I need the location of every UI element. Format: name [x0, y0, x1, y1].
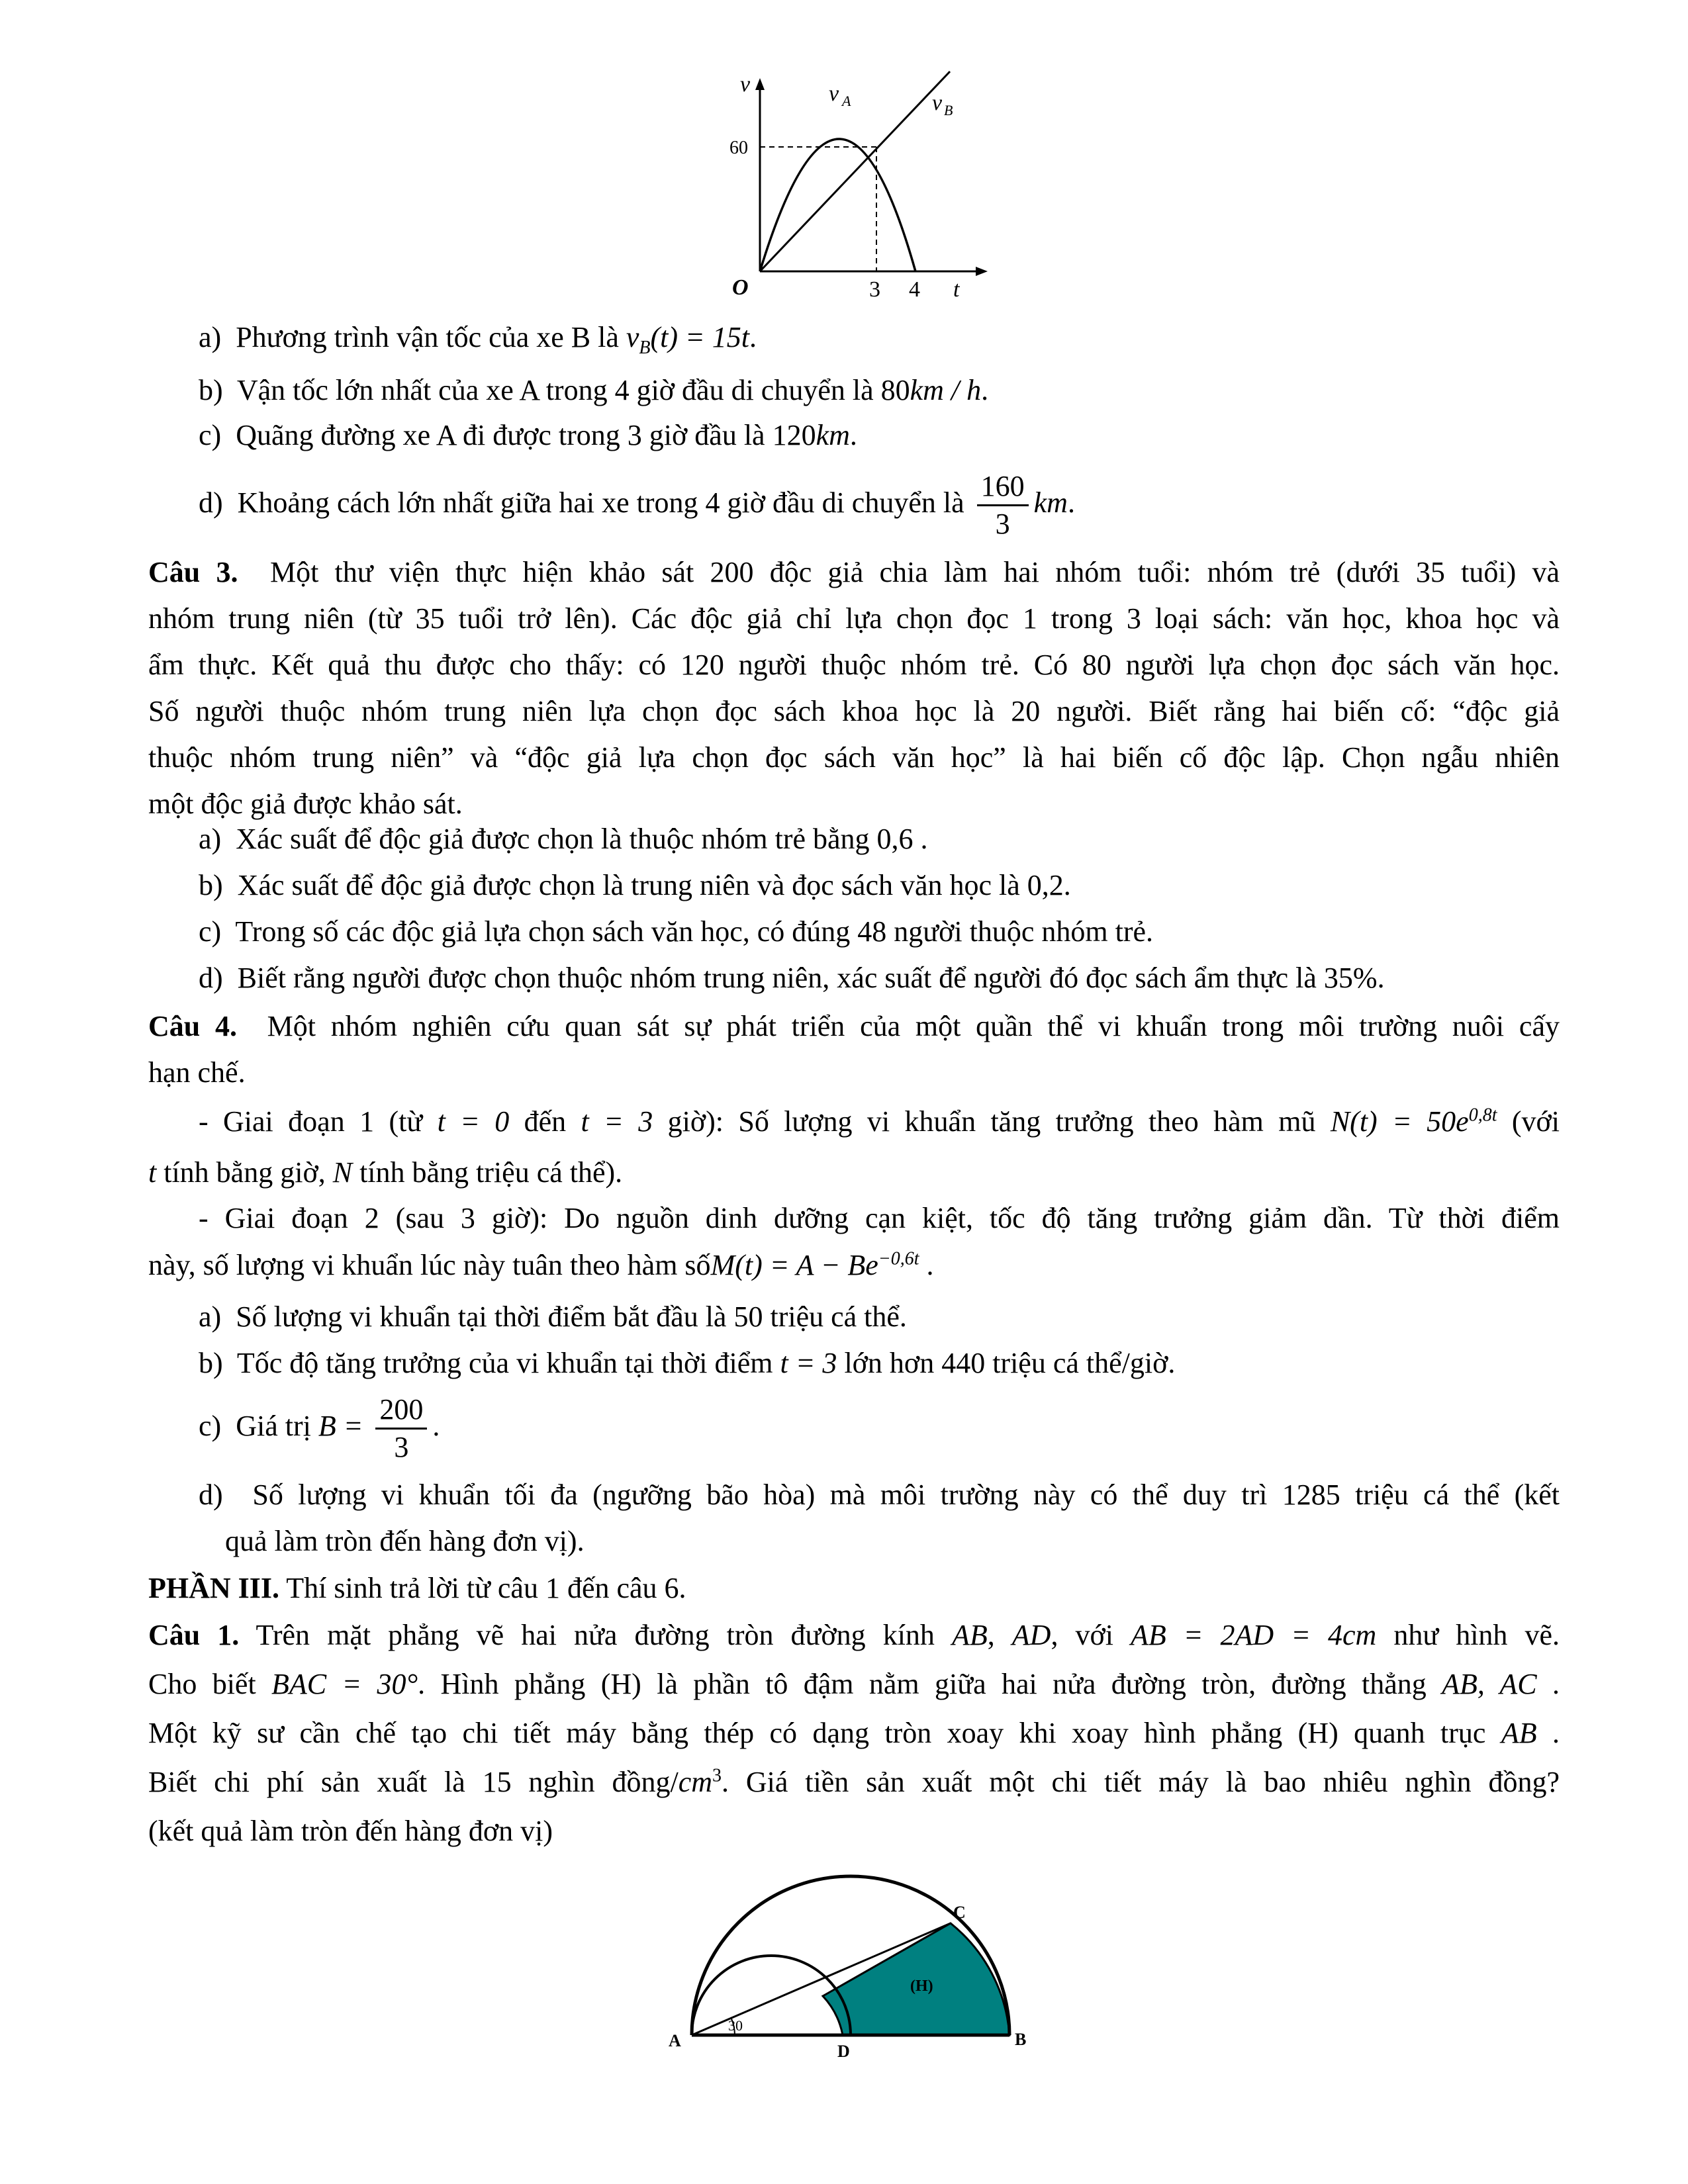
p3q1-line: [148, 1660, 1560, 1709]
period: .: [849, 419, 857, 451]
math-lines: AB, AC: [1442, 1668, 1537, 1700]
text: .: [1536, 1668, 1560, 1700]
q4-stage1-line2: [148, 1153, 622, 1193]
v-axis-label: v: [740, 72, 751, 97]
question-label: Câu 4.: [148, 1010, 238, 1042]
p3-q1-stem: [148, 1611, 1560, 1856]
text: . Giá tiền sản xuất một chi tiết máy là bao nhiêu nghìn đồng?: [722, 1766, 1560, 1798]
q3-option-a: [199, 819, 928, 859]
math-t3: t = 3: [581, 1105, 653, 1138]
q4-stem: [148, 1003, 1560, 1096]
option-text: Biết rằng người được chọn thuộc nhóm trung niên, xác suất để người đó đọc sách ẩm thực là 35%.: [237, 962, 1385, 994]
point-c: C: [953, 1903, 966, 1922]
velocity-graph: [715, 66, 993, 311]
q2-option-b: [199, 371, 988, 410]
option-text: Số lượng vi khuẩn tối đa (ngưỡng bão hòa) mà môi trường này có thể duy trì 1285 triệu cá thể (kết: [252, 1479, 1560, 1511]
period: .: [919, 1249, 934, 1281]
q3-line: [148, 549, 1560, 596]
q3-option-d: [199, 958, 1385, 998]
fraction: [375, 1392, 427, 1465]
math-eq: (t) = 15t: [650, 321, 749, 353]
math-eq: AB = 2AD = 4cm: [1131, 1619, 1377, 1651]
text: Trên mặt phẳng vẽ hai nửa đường tròn đường kính: [239, 1619, 952, 1651]
math-M: M(t) = A − Be: [710, 1249, 878, 1281]
tick-60: 60: [729, 138, 748, 158]
math-N: N(t) = 50e: [1330, 1105, 1469, 1138]
q4-stage2-line2: [148, 1246, 934, 1285]
va-sub: A: [842, 93, 851, 109]
period: .: [981, 374, 989, 406]
q2-option-c: [199, 416, 857, 455]
text: đến: [509, 1105, 581, 1138]
math-AB: AB: [951, 1619, 988, 1651]
va-label: v: [829, 81, 839, 106]
option-text: Xác suất để độc giả được chọn là trung niên và đọc sách văn học là 0,2.: [237, 869, 1071, 901]
text: Một kỹ sư cần chế tạo chi tiết máy bằng thép có dạng tròn xoay khi xoay hình phẳng (H) quanh trục: [148, 1717, 1501, 1749]
point-a: A: [669, 2031, 681, 2050]
q2-option-a: [199, 318, 757, 357]
option-text: Quãng đường xe A đi được trong 3 giờ đầu là 120: [236, 419, 816, 451]
part3-heading: [148, 1569, 686, 1608]
option-text: Số lượng vi khuẩn tại thời điểm bắt đầu là 50 triệu cá thể.: [236, 1300, 907, 1333]
text: giờ): Số lượng vi khuẩn tăng trưởng theo hàm mũ: [653, 1105, 1331, 1138]
math-unit: km: [1033, 486, 1068, 519]
text: .: [1536, 1717, 1560, 1749]
text: (với: [1497, 1105, 1560, 1138]
option-text: Giá trị: [236, 1410, 318, 1442]
q3-option-b: [199, 866, 1071, 905]
option-prefix: d): [199, 486, 223, 519]
math-unit: km: [816, 419, 850, 451]
option-prefix: c): [199, 915, 222, 948]
option-text: Trong số các độc giả lựa chọn sách văn học, có đúng 48 người thuộc nhóm trẻ.: [235, 915, 1154, 948]
tick-3: 3: [869, 277, 880, 302]
p3q1-line: [148, 1709, 1560, 1758]
math-exp: 0,8t: [1468, 1105, 1497, 1126]
option-prefix: c): [199, 1410, 222, 1442]
q3-line: thuộc nhóm trung niên” và “độc giả lựa chọn đọc sách văn học” là hai biến cố độc lập. Chọn ngẫu nhiên: [148, 741, 1560, 774]
text: ,: [987, 1619, 1012, 1651]
math-N: N: [332, 1156, 353, 1189]
math-t3: t = 3: [780, 1347, 837, 1379]
q3-line: nhóm trung niên (từ 35 tuổi trở lên). Các độc giả chỉ lựa chọn đọc 1 trong 3 loại sách: văn học, khoa học và: [148, 602, 1560, 635]
fraction-num: 160: [977, 469, 1029, 506]
vb-sub: B: [944, 102, 953, 118]
option-prefix: a): [199, 1300, 222, 1333]
fraction-den: 3: [995, 508, 1010, 541]
q4-option-c: [199, 1387, 440, 1466]
text: này, số lượng vi khuẩn lúc này tuân theo hàm số: [148, 1249, 711, 1281]
option-prefix: b): [199, 869, 223, 901]
q3-stem: [148, 549, 1560, 827]
option-prefix: b): [199, 1347, 223, 1379]
q4-text: Một nhóm nghiên cứu quan sát sự phát triển của một quần thể vi khuẩn trong môi trường nuôi cấy: [267, 1010, 1560, 1042]
t-axis-label: t: [953, 277, 960, 302]
math-t0: t = 0: [437, 1105, 510, 1138]
option-prefix: b): [199, 374, 223, 406]
text: - Giai đoạn 2 (sau 3 giờ): Do nguồn dinh dưỡng cạn kiệt, tốc độ tăng trưởng giảm dần. Từ thời điểm: [199, 1202, 1560, 1234]
point-b: B: [1015, 2030, 1027, 2049]
option-text: lớn hơn 440 triệu cá thể/giờ.: [837, 1347, 1176, 1379]
q4-stage1-line1: [199, 1099, 1560, 1145]
math-angle: BAC = 30°: [271, 1668, 418, 1700]
option-prefix: a): [199, 321, 222, 353]
math-unit: km / h: [910, 374, 982, 406]
math-AD: AD: [1011, 1619, 1051, 1651]
math-sub: B: [639, 337, 651, 358]
period: .: [432, 1410, 440, 1442]
fraction-num: 200: [375, 1392, 427, 1430]
option-prefix: d): [199, 1479, 223, 1511]
question-label: Câu 1.: [148, 1619, 240, 1651]
math-v: v: [626, 321, 639, 353]
text: , với: [1051, 1619, 1131, 1651]
text: - Giai đoạn 1 (từ: [199, 1105, 438, 1138]
tick-4: 4: [909, 277, 920, 302]
vb-label: v: [932, 91, 943, 115]
option-text: Phương trình vận tốc của xe B là: [236, 321, 626, 353]
q4-option-a: [199, 1297, 907, 1337]
point-d: D: [837, 2042, 850, 2058]
region-label: (H): [910, 1978, 933, 1995]
option-line: [199, 1472, 1560, 1518]
fraction: [977, 469, 1029, 542]
option-prefix: d): [199, 962, 223, 994]
option-prefix: a): [199, 823, 222, 855]
q3-option-c: [199, 912, 1153, 952]
q4-line: [148, 1003, 1560, 1050]
q4-option-b: [199, 1343, 1175, 1383]
option-text: Tốc độ tăng trưởng của vi khuẩn tại thời điểm: [236, 1347, 780, 1379]
math-sup: 3: [712, 1765, 722, 1786]
period: .: [1067, 486, 1075, 519]
question-label: Câu 3.: [148, 556, 238, 588]
p3q1-line: (kết quả làm tròn đến hàng đơn vị): [148, 1815, 553, 1847]
p3q1-line: [148, 1758, 1560, 1807]
q2-option-d: [199, 463, 1075, 543]
text: như hình vẽ.: [1376, 1619, 1560, 1651]
period: .: [749, 321, 757, 353]
text: Cho biết: [148, 1668, 272, 1700]
math-t: t: [148, 1156, 157, 1189]
angle-label: 30: [728, 2017, 743, 2034]
math-cm: cm: [678, 1766, 713, 1798]
origin-label: O: [732, 275, 749, 300]
q3-line: một độc giả được khảo sát.: [148, 788, 463, 820]
q4-line: hạn chế.: [148, 1056, 246, 1089]
semicircle-figure: [662, 1860, 1059, 2058]
option-text: Xác suất để độc giả được chọn là thuộc nhóm trẻ bằng 0,6 .: [236, 823, 928, 855]
option-text: Khoảng cách lớn nhất giữa hai xe trong 4 giờ đầu di chuyển là: [237, 486, 964, 519]
q4-stage2-line1: [199, 1195, 1560, 1242]
q3-text: Một thư viện thực hiện khảo sát 200 độc giả chia làm hai nhóm tuổi: nhóm trẻ (dưới 35 tuổi) và: [269, 556, 1560, 588]
text: tính bằng triệu cá thể).: [352, 1156, 623, 1189]
text: . Hình phẳng (H) là phần tô đậm nằm giữa hai nửa đường tròn, đường thẳng: [418, 1668, 1442, 1700]
q3-line: Số người thuộc nhóm trung niên lựa chọn đọc sách khoa học là 20 người. Biết rằng hai biến cố: “độc giả: [148, 695, 1560, 727]
part-label: PHẦN III.: [148, 1572, 280, 1604]
q4-option-d: [199, 1472, 1560, 1565]
q3-line: ẩm thực. Kết quả thu được cho thấy: có 120 người thuộc nhóm trẻ. Có 80 người lựa chọn đọc sách văn học.: [148, 649, 1560, 681]
math-AB: AB: [1501, 1717, 1537, 1749]
text: Biết chi phí sản xuất là 15 nghìn đồng/: [148, 1766, 679, 1798]
fraction-den: 3: [394, 1431, 409, 1464]
option-prefix: c): [199, 419, 222, 451]
math-exp: −0,6t: [878, 1248, 919, 1269]
part-text: Thí sinh trả lời từ câu 1 đến câu 6.: [279, 1572, 686, 1604]
text: tính bằng giờ,: [156, 1156, 333, 1189]
option-line: quả làm tròn đến hàng đơn vị).: [225, 1525, 585, 1557]
math-B: B =: [318, 1410, 363, 1442]
option-text: Vận tốc lớn nhất của xe A trong 4 giờ đầu di chuyển là 80: [236, 374, 910, 406]
p3q1-line: [148, 1611, 1560, 1660]
